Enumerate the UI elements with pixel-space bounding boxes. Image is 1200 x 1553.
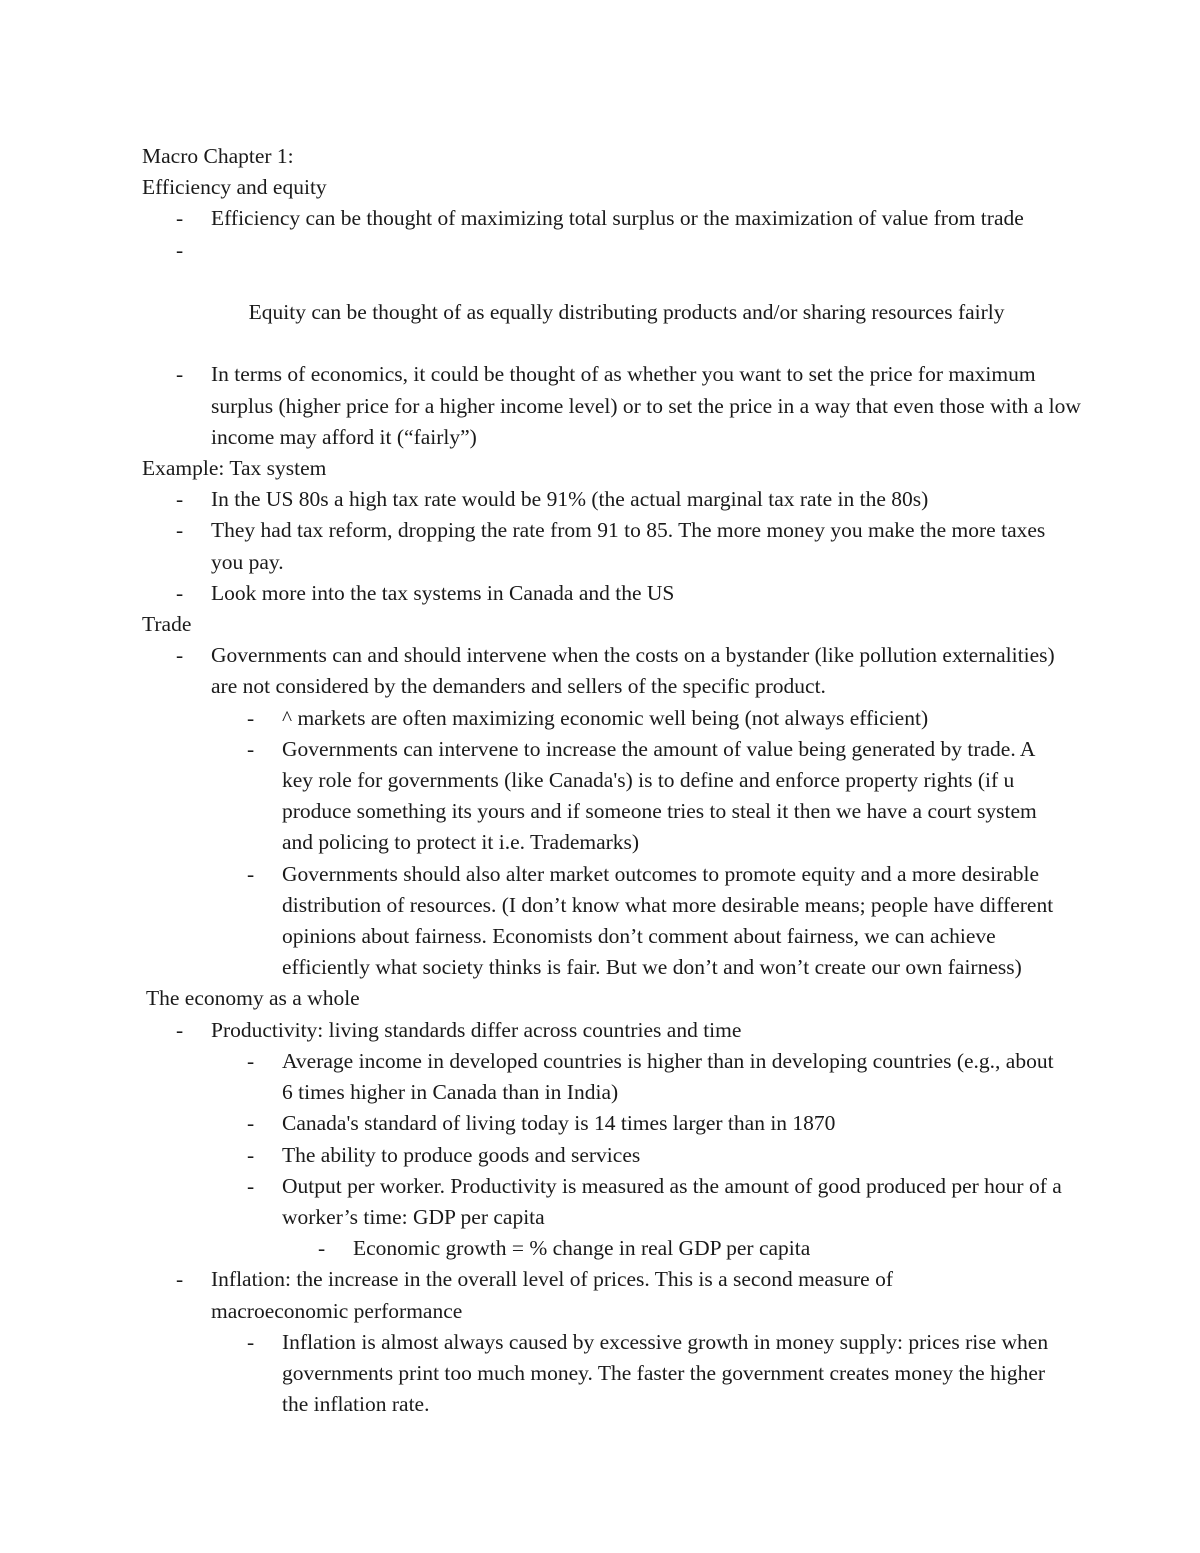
list-item-text: Average income in developed countries is higher than in developing countries (e.g., about 6 times higher in Canada than in India) xyxy=(282,1048,1054,1105)
list-item-text: They had tax reform, dropping the rate from 91 to 85. The more money you make the more taxes you pay. xyxy=(211,518,1046,574)
list-item-text: In the US 80s a high tax rate would be 91% (the actual marginal tax rate in the 80s) xyxy=(211,487,929,512)
list-subitem xyxy=(142,1171,1062,1233)
list-item xyxy=(142,1015,1081,1046)
bullet-dash: - xyxy=(176,487,184,512)
bullet-dash: - xyxy=(247,1048,255,1073)
bullet-dash: - xyxy=(247,1329,255,1354)
list-item-text: Canada's standard of living today is 14 times larger than in 1870 xyxy=(282,1111,836,1136)
bullet-dash: - xyxy=(247,1142,255,1167)
bullet-dash: - xyxy=(176,237,184,262)
list-item-text: Look more into the tax systems in Canada and the US xyxy=(211,580,675,605)
bullet-dash: - xyxy=(247,736,255,761)
list-item-text: Governments can and should intervene when the costs on a bystander (like pollution externalities) are not considered by the demanders and sellers of the specific product. xyxy=(211,643,1055,699)
list-subitem xyxy=(142,859,1062,984)
list-subitem xyxy=(142,1327,1062,1421)
bullet-dash: - xyxy=(176,580,184,605)
bullet-dash: - xyxy=(247,1173,255,1198)
list-item-text: Governments should also alter market outcomes to promote equity and a more desirable distribution of resources. (I don’t know what more desirable means; people have different opinions about fairness. Economists don’t comment about fairness, we can achieve efficiently what society thinks is fair. But we don’t and won’t create our own fairness) xyxy=(282,861,1054,980)
bullet-dash: - xyxy=(247,861,255,886)
list-item-text: Economic growth = % change in real GDP per capita xyxy=(353,1236,811,1261)
section-heading-trade: Trade xyxy=(142,612,192,637)
bullet-dash: - xyxy=(176,643,184,668)
list-item-text: In terms of economics, it could be thought of as whether you want to set the price for maximum surplus (higher price for a higher income level) or to set the price in a way that even those with a low income may afford it (“fairly”) xyxy=(211,362,1081,449)
list-item-text: The ability to produce goods and services xyxy=(282,1142,641,1167)
list-item-text: ^ markets are often maximizing economic well being (not always efficient) xyxy=(282,705,929,730)
section-heading-efficiency-equity: Efficiency and equity xyxy=(142,175,327,200)
bullet-dash: - xyxy=(176,1017,184,1042)
list-subitem xyxy=(142,1046,1062,1108)
list-item xyxy=(142,515,1061,577)
list-item xyxy=(142,640,1061,702)
list-subitem xyxy=(142,703,1062,734)
list-item-text: Equity can be thought of as equally distributing products and/or sharing resources fairly xyxy=(243,300,1005,325)
list-item-text: Productivity: living standards differ across countries and time xyxy=(211,1017,742,1042)
document-title: Macro Chapter 1: xyxy=(142,144,294,168)
list-item xyxy=(142,203,1071,234)
list-item-text: Inflation is almost always caused by excessive growth in money supply: prices rise when governments print too much money. The faster the government creates money the higher the inflation rate. xyxy=(282,1329,1049,1417)
list-item-text: Output per worker. Productivity is measured as the amount of good produced per hour of a worker’s time: GDP per capita xyxy=(282,1173,1062,1229)
list-item xyxy=(142,578,1081,609)
bullet-dash: - xyxy=(176,518,184,543)
document-body xyxy=(142,141,1081,1420)
list-item-text: Governments can intervene to increase the amount of value being generated by trade. A key role for governments (like Canada's) is to define and enforce property rights (if u produce something its yours and if someone tries to steal it then we have a court system and policing to protect it i.e. Trademarks) xyxy=(282,736,1037,855)
list-item-text: Efficiency can be thought of maximizing total surplus or the maximization of value from trade xyxy=(211,206,1024,231)
list-subitem xyxy=(142,1108,1062,1139)
list-item xyxy=(142,359,1081,453)
bullet-dash: - xyxy=(318,1236,326,1261)
list-item xyxy=(142,484,1081,515)
list-subsubitem xyxy=(142,1233,1072,1264)
bullet-dash: - xyxy=(176,362,184,387)
list-item xyxy=(142,235,1081,360)
section-heading-tax-system: Example: Tax system xyxy=(142,456,327,481)
list-subitem xyxy=(142,734,1062,859)
bullet-dash: - xyxy=(247,705,255,730)
bullet-dash: - xyxy=(176,206,184,231)
list-item-text: Inflation: the increase in the overall level of prices. This is a second measure of macroeconomic performance xyxy=(211,1267,893,1323)
bullet-dash: - xyxy=(247,1111,255,1136)
bullet-dash: - xyxy=(176,1267,184,1292)
list-item xyxy=(142,1264,1031,1326)
list-subitem xyxy=(142,1140,1062,1171)
section-heading-economy-whole: The economy as a whole xyxy=(146,986,360,1011)
